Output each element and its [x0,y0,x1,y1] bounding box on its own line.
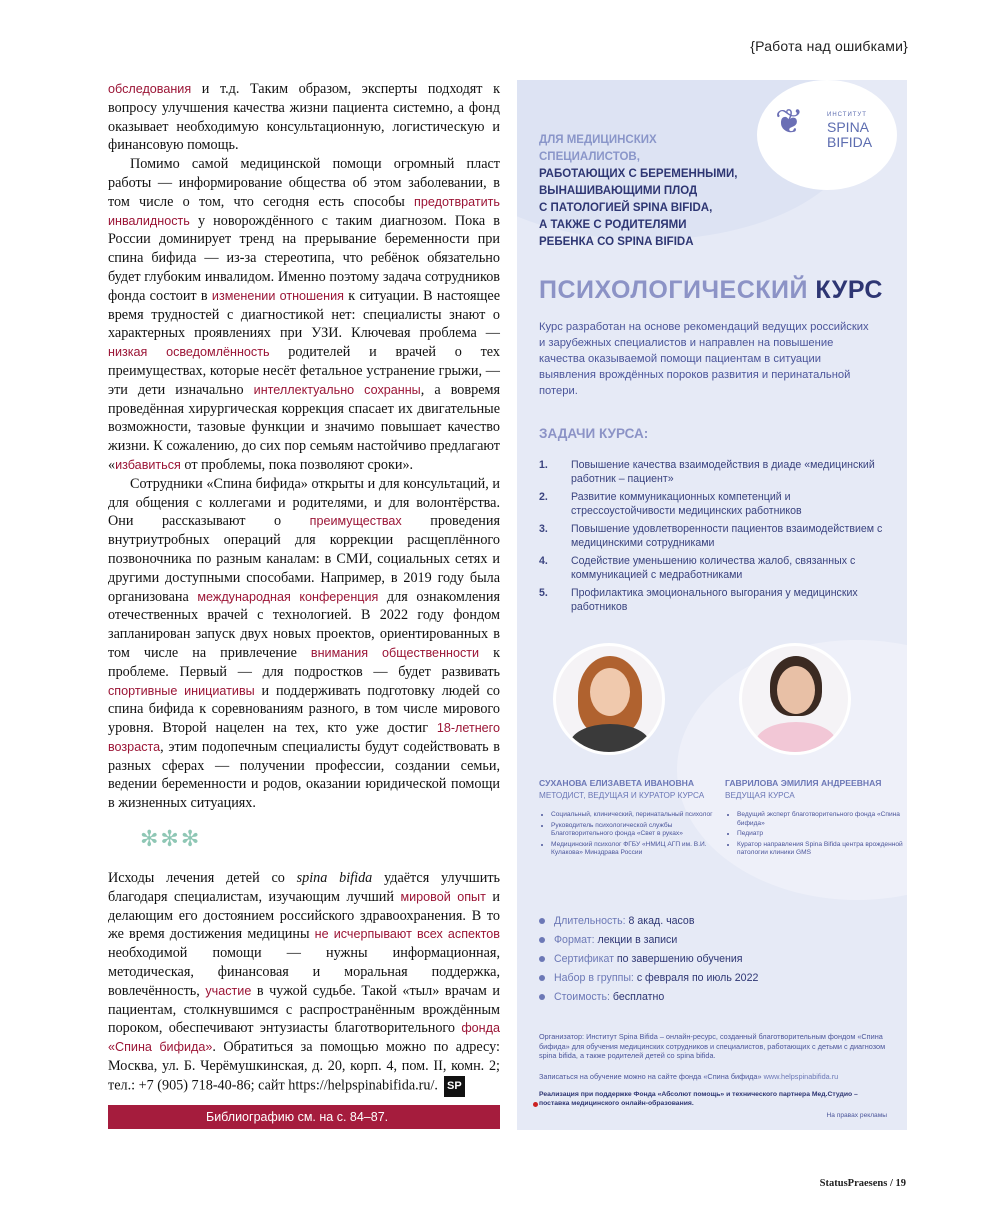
decorative-stars-icon: ✻✻✻ [140,827,202,853]
text: для ознакомления отечественных врачей с технологией. В 2022 году фондом запланирован запуск двух новых проектов, ориентированных в том числе на привлечение [108,588,500,661]
heading-line: С ПАТОЛОГИЕЙ SPINA BIFIDA, [539,202,713,214]
credential-item: • Ведущий эксперт благотворительного фонда «Спина бифида» [737,811,905,828]
highlight: участие [205,983,252,998]
highlight: спортивные инициативы [108,683,255,698]
ad-audience-heading [539,132,789,251]
text: родителей и врачей о тех преимуществах, которые несёт фетальное устранение грыжи, — эти дети изначально [108,344,500,398]
sp-logo: SP [444,1076,465,1097]
heading-line: А ТАКЖЕ С РОДИТЕЛЯМИ [539,219,687,231]
speaker-info [539,778,719,860]
red-dot-icon [533,1102,538,1107]
bullet-dot-icon [539,918,545,924]
highlight: не исчерпывают всех аспектов [314,927,501,942]
course-title [539,276,883,305]
text: и делающим его достоянием российского здравоохранения. В то же время достижения медицины [108,888,500,943]
course-facts [539,912,758,1007]
credential-item: • Руководитель психологической службы Благотворительного фонда «Свет в руках» [551,822,719,839]
text: от проблемы, пока позволяют сроки». [180,456,414,473]
speaker-photo [553,643,665,755]
task-item [539,458,889,486]
text: Помимо самой медицинской помощи огромный пласт работы — информирование общества об этом заболевании, в том числе о том, что сегодня есть способы [108,156,500,210]
text: проведения внутриутробных операций для коррекции расщеплённого позвоночника по разным каналам: в СМИ, социальных сетях и другими доступными способами. Например, в 2019 году была организована [108,513,500,605]
support-note: Реализация при поддержке Фонда «Абсолют помощь» и технического партнера Мед.Студио – поставка медицинского онлайн-образования. [539,1091,858,1107]
fact-value: по завершению обучения [613,953,743,965]
task-number: 1. [539,459,548,471]
task-text: Профилактика эмоционального выгорания у медицинских работников [571,587,858,613]
paragraph-4 [108,869,500,1097]
task-number: 3. [539,523,548,535]
highlight: изменении отношения [211,288,344,303]
heading-line: СПЕЦИАЛИСТОВ, [539,151,640,163]
bullet-dot-icon [539,994,545,1000]
paragraph-2 [108,155,500,475]
text: удаётся улучшить благодаря специалистам, изучающим лучший [108,870,500,905]
credential-item: • Медицинский психолог ФГБУ «НМИЦ АГП им. В.И. Кулакова» Минздрава России [551,841,719,858]
text: , этим подопечным специалисты будут содействовать в разных сферах — получении профессии, создании семьи, ведении беременности и родов, оказании юридической помощи в жизненных ситуациях. [108,738,500,812]
logo-name [827,120,872,150]
advert-label: На правах рекламы [826,1112,887,1119]
heading-line: ДЛЯ МЕДИЦИНСКИХ [539,134,657,146]
heading-line: РЕБЕНКА СО SPINA BIFIDA [539,236,694,248]
speaker-name: СУХАНОВА ЕЛИЗАВЕТА ИВАНОВНА [539,778,695,788]
text: Сотрудники «Спина бифида» открыты и для консультаций, и для общения с коллегами и родителями, и для волонтёрства. Они рассказывают о [108,475,500,530]
text: и т.д. Таким образом, эксперты подходят к вопросу улучшения качества жизни пациента системно, а фонд оказывает необходимую консультационную, логистическую и финансовую помощь. [108,81,500,154]
fact-item [539,950,758,969]
speaker-photo [739,643,851,755]
photo-shape [777,666,815,714]
highlight: предотвратить инвалидность [108,194,500,228]
paragraph-1 [108,80,500,155]
enroll-link[interactable]: www.helpspinabifida.ru [763,1072,839,1081]
credential-item: • Куратор направления Spina Bifida центра врожденной патологии клиники GMS [737,841,905,858]
text: . Обратиться за помощью можно по адресу: Москва, ул. Б. Черёмушкинская, д. 20, корп. 4, пом. II, комн. 2; тел.: +7 (905) 718-40-86; сайт https://helpspinabifida.ru/. [108,1039,500,1094]
fact-item [539,969,758,988]
title-part: ПСИХОЛОГИЧЕСКИЙ [539,276,816,304]
task-item [539,490,889,518]
speaker-credentials [539,811,719,858]
text: Исходы лечения детей со [108,870,297,887]
speaker-role: ВЕДУЩАЯ КУРСА [725,791,795,800]
fact-key: Набор в группы: [554,972,634,984]
credential-item: • Социальный, клинический, перинатальный психолог [551,811,719,820]
bullet-dot-icon [539,956,545,962]
speaker-credentials [725,811,905,858]
rubric-title: {Работа над ошибками} [750,38,908,54]
text: и поддерживать подготовку людей со спина бифида к соревнованиям разного, в том числе мирового уровня. Второй нацелен на тех, кто уже достиг [108,682,500,737]
photo-shape [590,668,630,716]
highlight: внимания общественности [310,645,480,660]
text: , а вовремя проведённая хирургическая коррекция спасает их двигательные возможности, тазовые функции и значимо повышает качество жизни. К сожалению, до сих пор семьям настойчиво предлагают « [108,381,500,473]
enroll-text: Записаться на обучение можно на сайте фонда «Спина бифида» [539,1072,764,1081]
task-number: 4. [539,555,548,567]
task-item [539,554,889,582]
highlight: 18-летнего возраста [108,721,500,754]
highlight: мировой опыт [400,889,486,904]
speaker-name: ГАВРИЛОВА ЭМИЛИЯ АНДРЕЕВНАЯ [725,778,882,788]
logo-institute-label: ИНСТИТУТ [827,112,867,118]
speaker-role: МЕТОДИСТ, ВЕДУЩАЯ И КУРАТОР КУРСА [539,791,705,800]
task-item [539,522,889,550]
fact-value: бесплатно [609,991,665,1003]
course-description: Курс разработан на основе рекомендаций ведущих российских и зарубежных специалистов и направлен на повышение качества оказываемой помощи пациентам в ситуации выявления врождённых пороков развития и перинатальной потери. [539,321,869,397]
task-number: 5. [539,587,548,599]
organizer-note: Организатор: Институт Spina Bifida – онлайн-ресурс, созданный благотворительным фондом «Спина бифида» для обучения медицинских сотрудников и специалистов, работающих с детьми с диагнозом spina bifida, а также родителей детей со spina bifida. [539,1032,886,1061]
article-column [108,80,500,1097]
highlight: избавиться [115,457,181,472]
bullet-dot-icon [539,937,545,943]
highlight: преимуществах [309,514,402,529]
heading-line: РАБОТАЮЩИХ С БЕРЕМЕННЫМИ, [539,168,738,180]
bibliography-bar: Библиографию см. на с. 84–87. [108,1105,500,1129]
heading-line: ВЫНАШИВАЮЩИМИ ПЛОД [539,185,698,197]
enroll-note [539,1072,889,1081]
text: необходимой помощи — нужны информационная, методическая, финансовая и моральная поддержка, вовлечённость, [108,945,500,999]
photo-shape [756,722,836,755]
advertisement-panel [517,80,907,1130]
highlight: низкая осведомлённость [108,345,270,360]
fact-key: Длительность: [554,915,626,927]
highlight: интеллектуально сохранны [253,382,421,397]
paragraph-3 [108,475,500,813]
credential-item: • Педиатр [737,830,905,839]
highlight: фонда «Спина бифида» [108,1021,500,1055]
text: к ситуации. В настоящее время трудностей с диагностикой нет: специалисты знают о характерных проявлениях при УЗИ. Ключевая проблема — [108,287,500,342]
tasks-heading: ЗАДАЧИ КУРСА: [539,426,649,441]
task-text: Содействие уменьшению количества жалоб, связанных с коммуникацией с медработниками [571,555,856,581]
bullet-dot-icon [539,975,545,981]
logo-name-line: BIFIDA [827,134,873,150]
butterfly-icon: ❦ [775,102,804,142]
italic-term: spina bifida [296,870,373,887]
speaker-info [725,778,905,860]
fact-key: Стоимость: [554,991,610,1003]
fact-value: 8 акад. часов [625,915,695,927]
fact-item [539,931,758,950]
title-part: КУРС [815,276,883,304]
task-text: Повышение удовлетворенности пациентов взаимодействием с медицинскими сотрудниками [571,523,883,549]
fact-item [539,988,758,1007]
logo-name-line: SPINA [827,119,870,135]
page-footer: StatusPraesens / 19 [819,1178,906,1189]
fact-key: Формат: [554,934,595,946]
fact-value: с февраля по июль 2022 [633,972,759,984]
text: к проблеме. Первый — для подростков — будет развивать [108,644,500,680]
task-text: Развитие коммуникационных компетенций и стрессоустойчивости медицинских работников [571,491,802,517]
highlight: международная конференция [197,589,379,604]
fact-value: лекции в записи [594,934,678,946]
task-number: 2. [539,491,548,503]
fact-item [539,912,758,931]
task-item [539,586,889,614]
highlight: обследования [108,82,192,96]
tasks-list [539,458,889,618]
text: в чужой судьбе. Такой «тыл» врачам и пациентам, столкнувшимся с распространённым врождённым пороком, обеспечивают энтузиасты благотворительного [108,982,500,1037]
photo-shape [570,724,650,755]
text: у новорождённого с таким диагнозом. Пока в России доминирует тренд на прерывание беременности при спина бифида — из-за стереотипа, что ребёнок обязательно будет глубоким инвалидом. Именно поэтому задача сотрудников фонда состоит в [108,212,500,304]
fact-key: Сертификат [554,953,614,965]
task-text: Повышение качества взаимодействия в диаде «медицинский работник – пациент» [571,459,875,485]
